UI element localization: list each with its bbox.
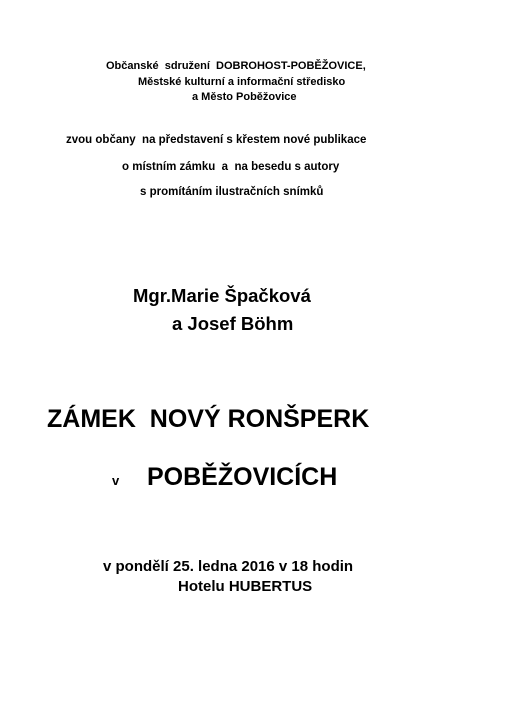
organizer-line-2: Městské kulturní a informační středisko: [138, 76, 346, 88]
event-venue: Hotelu HUBERTUS: [178, 578, 313, 595]
event-date-time: v pondělí 25. ledna 2016 v 18 hodin: [103, 558, 354, 575]
author-line-1: Mgr.Marie Špačková: [133, 285, 311, 306]
event-title-line-2: POBĚŽOVICÍCH: [147, 463, 338, 491]
event-title-line-1: ZÁMEK NOVÝ RONŠPERK: [47, 405, 370, 433]
organizer-line-3: a Město Poběžovice: [192, 91, 297, 103]
invitation-line-2: o místním zámku a na besedu s autory: [122, 161, 340, 173]
invitation-line-3: s promítáním ilustračních snímků: [140, 186, 324, 198]
organizer-line-1: Občanské sdružení DOBROHOST-POBĚŽOVICE,: [106, 60, 366, 72]
author-line-2: a Josef Böhm: [172, 313, 294, 334]
event-title-prefix: v: [112, 473, 120, 488]
invitation-line-1: zvou občany na představení s křestem nové publikace: [66, 134, 367, 146]
